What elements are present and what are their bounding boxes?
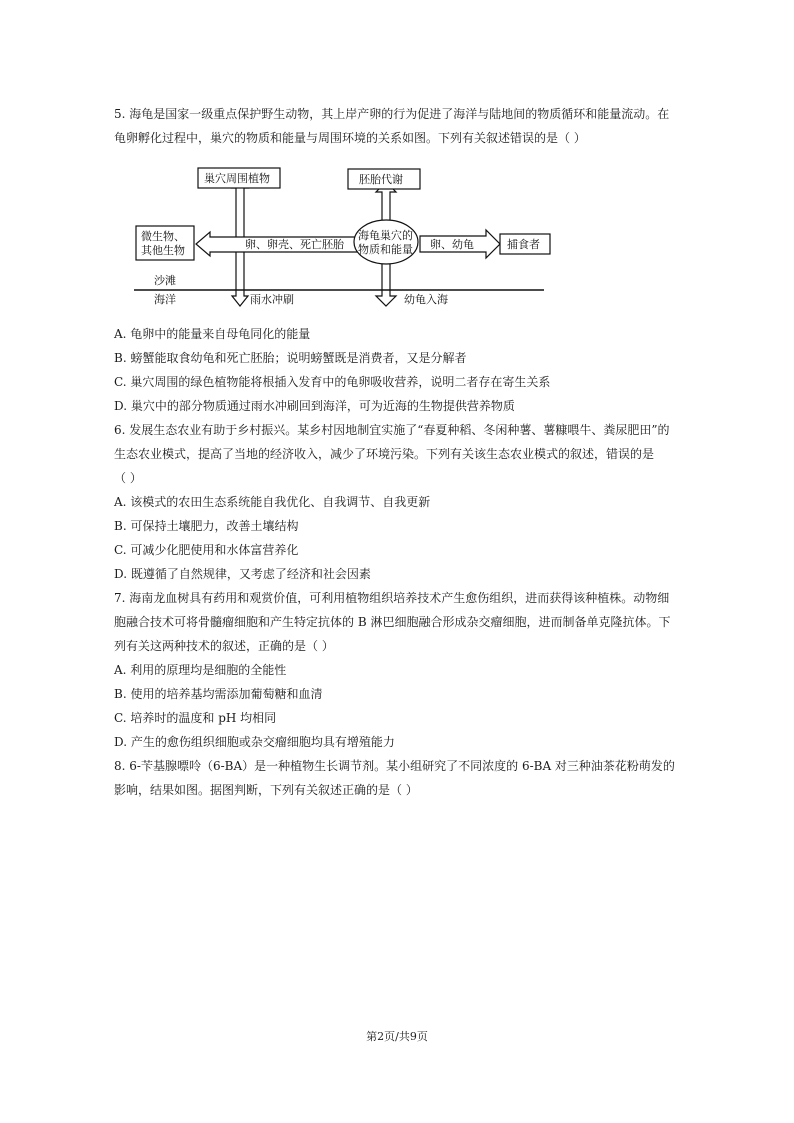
q6-option-b: B. 可保持土壤肥力，改善土壤结构 <box>114 519 299 533</box>
microbes-label-2: 其他生物 <box>141 244 185 257</box>
q8-stem-line-1: 8. 6-苄基腺嘌呤（6-BA）是一种植物生长调节剂。某小组研究了不同浓度的 6-BA 对三种油茶花粉萌发的 <box>114 759 675 773</box>
q5-option-a: A. 龟卵中的能量来自母龟同化的能量 <box>114 327 311 341</box>
q7-stem-line-2: 胞融合技术可将骨髓瘤细胞和产生特定抗体的 B 淋巴细胞融合形成杂交瘤细胞，进而制备单克隆抗体。下 <box>114 615 671 629</box>
q7-stem-line-1: 7. 海南龙血树具有药用和观赏价值，可利用植物组织培养技术产生愈伤组织，进而获得该种植株。动物细 <box>114 591 670 605</box>
page-footer: 第2页/共9页 <box>366 1030 428 1043</box>
nest-energy-diagram <box>130 160 570 310</box>
q7-stem-line-3: 列有关这两种技术的叙述，正确的是（ ） <box>114 639 334 653</box>
ocean-label: 海洋 <box>154 293 176 306</box>
plants-box-label: 巢穴周围植物 <box>204 172 270 185</box>
q5-stem-line-1: 5. 海龟是国家一级重点保护野生动物，其上岸产卵的行为促进了海洋与陆地间的物质循环和能量流动。在 <box>114 107 670 121</box>
rain-label: 雨水冲刷 <box>250 293 294 306</box>
arrow-left-label: 卵、卵壳、死亡胚胎 <box>245 238 344 251</box>
center-label-1: 海龟巢穴的 <box>358 229 413 242</box>
q5-stem-line-2: 龟卵孵化过程中，巢穴的物质和能量与周围环境的关系如图。下列有关叙述错误的是（ ） <box>114 131 586 145</box>
q5-option-b: B. 螃蟹能取食幼龟和死亡胚胎；说明螃蟹既是消费者，又是分解者 <box>114 351 467 365</box>
microbes-label-1: 微生物、 <box>141 230 185 243</box>
q8-stem-line-2: 影响，结果如图。据图判断，下列有关叙述正确的是（ ） <box>114 783 418 797</box>
q5-option-c: C. 巢穴周围的绿色植物能将根插入发育中的龟卵吸收营养，说明二者存在寄生关系 <box>114 375 551 389</box>
q7-option-c: C. 培养时的温度和 pH 均相同 <box>114 711 277 725</box>
arrow-right-label: 卵、幼龟 <box>430 238 474 251</box>
nest-center-ellipse <box>354 220 418 264</box>
hatch-label: 幼龟入海 <box>404 293 448 306</box>
center-label-2: 物质和能量 <box>358 243 413 256</box>
q6-option-c: C. 可减少化肥使用和水体富营养化 <box>114 543 299 557</box>
beach-label: 沙滩 <box>154 274 176 287</box>
q5-option-d: D. 巢穴中的部分物质通过雨水冲刷回到海洋，可为近海的生物提供营养物质 <box>114 399 515 413</box>
q7-option-b: B. 使用的培养基均需添加葡萄糖和血清 <box>114 687 323 701</box>
q7-option-a: A. 利用的原理均是细胞的全能性 <box>114 663 287 677</box>
q6-stem-line-2: 生态农业模式，提高了当地的经济收入，减少了环境污染。下列有关该生态农业模式的叙述，错误的是 <box>114 447 655 461</box>
q6-option-a: A. 该模式的农田生态系统能自我优化、自我调节、自我更新 <box>114 495 431 509</box>
predator-box-label: 捕食者 <box>507 238 540 251</box>
q6-stem-line-1: 6. 发展生态农业有助于乡村振兴。某乡村因地制宜实施了“春夏种稻、冬闲种薯、薯糠喂牛、粪尿肥田”的 <box>114 423 670 437</box>
q6-stem-line-3: （ ） <box>114 471 142 485</box>
embryo-box-label: 胚胎代谢 <box>359 173 403 186</box>
q7-option-d: D. 产生的愈伤组织细胞或杂交瘤细胞均具有增殖能力 <box>114 735 395 749</box>
q6-option-d: D. 既遵循了自然规律，又考虑了经济和社会因素 <box>114 567 371 581</box>
